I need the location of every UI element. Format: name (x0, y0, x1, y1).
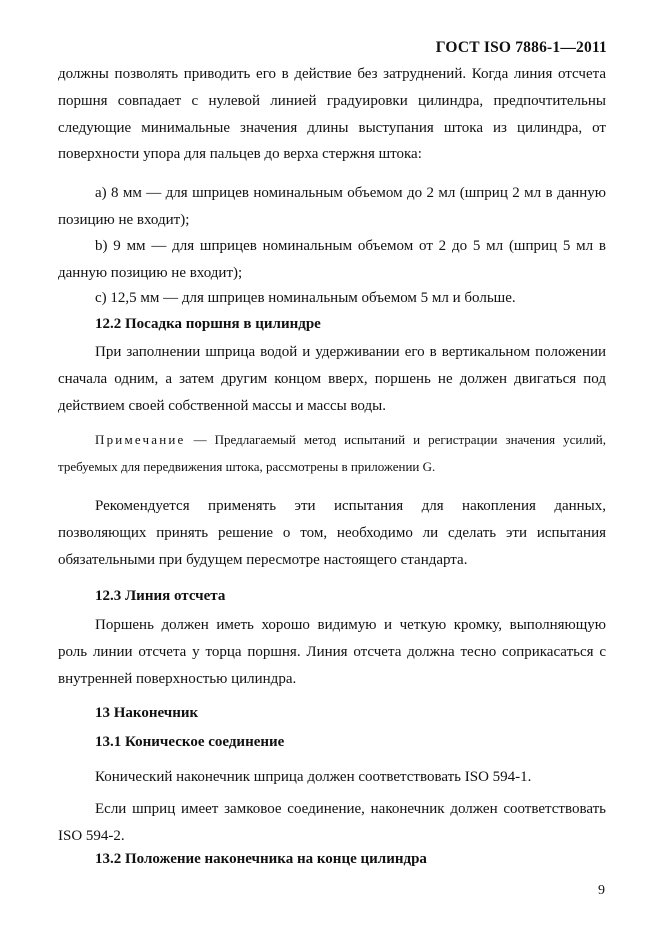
intro-paragraph: должны позволять приводить его в действие без затруднений. Когда линия отсчета поршня совпадает с нулевой линией градуировки цилиндра, предпочтительны следующие минимальные значения длины выступания штока из цилиндра, от поверхности упора для пальцев до верха стержня штока: (58, 66, 606, 163)
recommendation-paragraph: Рекомендуется применять эти испытания для накопления данных, позволяющих принять решение о том, необходимо ли сделать эти испытания обязательными при будущем пересмотре настоящего стандарта. (58, 498, 606, 568)
list-item-c: с) 12,5 мм — для шприцев номинальным объемом 5 мл и больше. (95, 290, 516, 306)
section-heading-12-3: 12.3 Линия отсчета (95, 588, 226, 604)
list-item-b: b) 9 мм — для шприцев номинальным объемом от 2 до 5 мл (шприц 5 мл в данную позицию не входит); (58, 238, 606, 281)
note (58, 426, 606, 480)
list-item-a: а) 8 мм — для шприцев номинальным объемом до 2 мл (шприц 2 мл в данную позицию не входит); (58, 185, 606, 228)
section-heading-13: 13 Наконечник (95, 705, 199, 721)
section-12-3-paragraph: Поршень должен иметь хорошо видимую и четкую кромку, выполняющую роль линии отсчета у торца поршня. Линия отсчета должна тесно соприкасаться с внутренней поверхностью цилиндра. (58, 617, 606, 687)
section-heading-12-2: 12.2 Посадка поршня в цилиндре (95, 316, 321, 332)
note-text: — Предлагаемый метод испытаний и регистрации значения усилий, требуемых для передвижения штока, рассмотрены в приложении G. (58, 432, 606, 474)
section-heading-13-1: 13.1 Коническое соединение (95, 734, 285, 750)
section-13-1-paragraph-1: Конический наконечник шприца должен соответствовать ISO 594-1. (95, 769, 532, 785)
section-13-1-paragraph-2: Если шприц имеет замковое соединение, наконечник должен соответствовать ISO 594-2. (58, 801, 606, 844)
note-label: Примечание (95, 432, 186, 447)
section-heading-13-2: 13.2 Положение наконечника на конце цилиндра (95, 851, 427, 867)
standard-designation: ГОСТ ISO 7886-1—2011 (435, 39, 607, 56)
page-number: 9 (598, 883, 605, 898)
section-12-2-paragraph: При заполнении шприца водой и удерживании его в вертикальном положении сначала одним, а затем другим концом вверх, поршень не должен двигаться под действием своей собственной массы и массы воды. (58, 344, 606, 414)
